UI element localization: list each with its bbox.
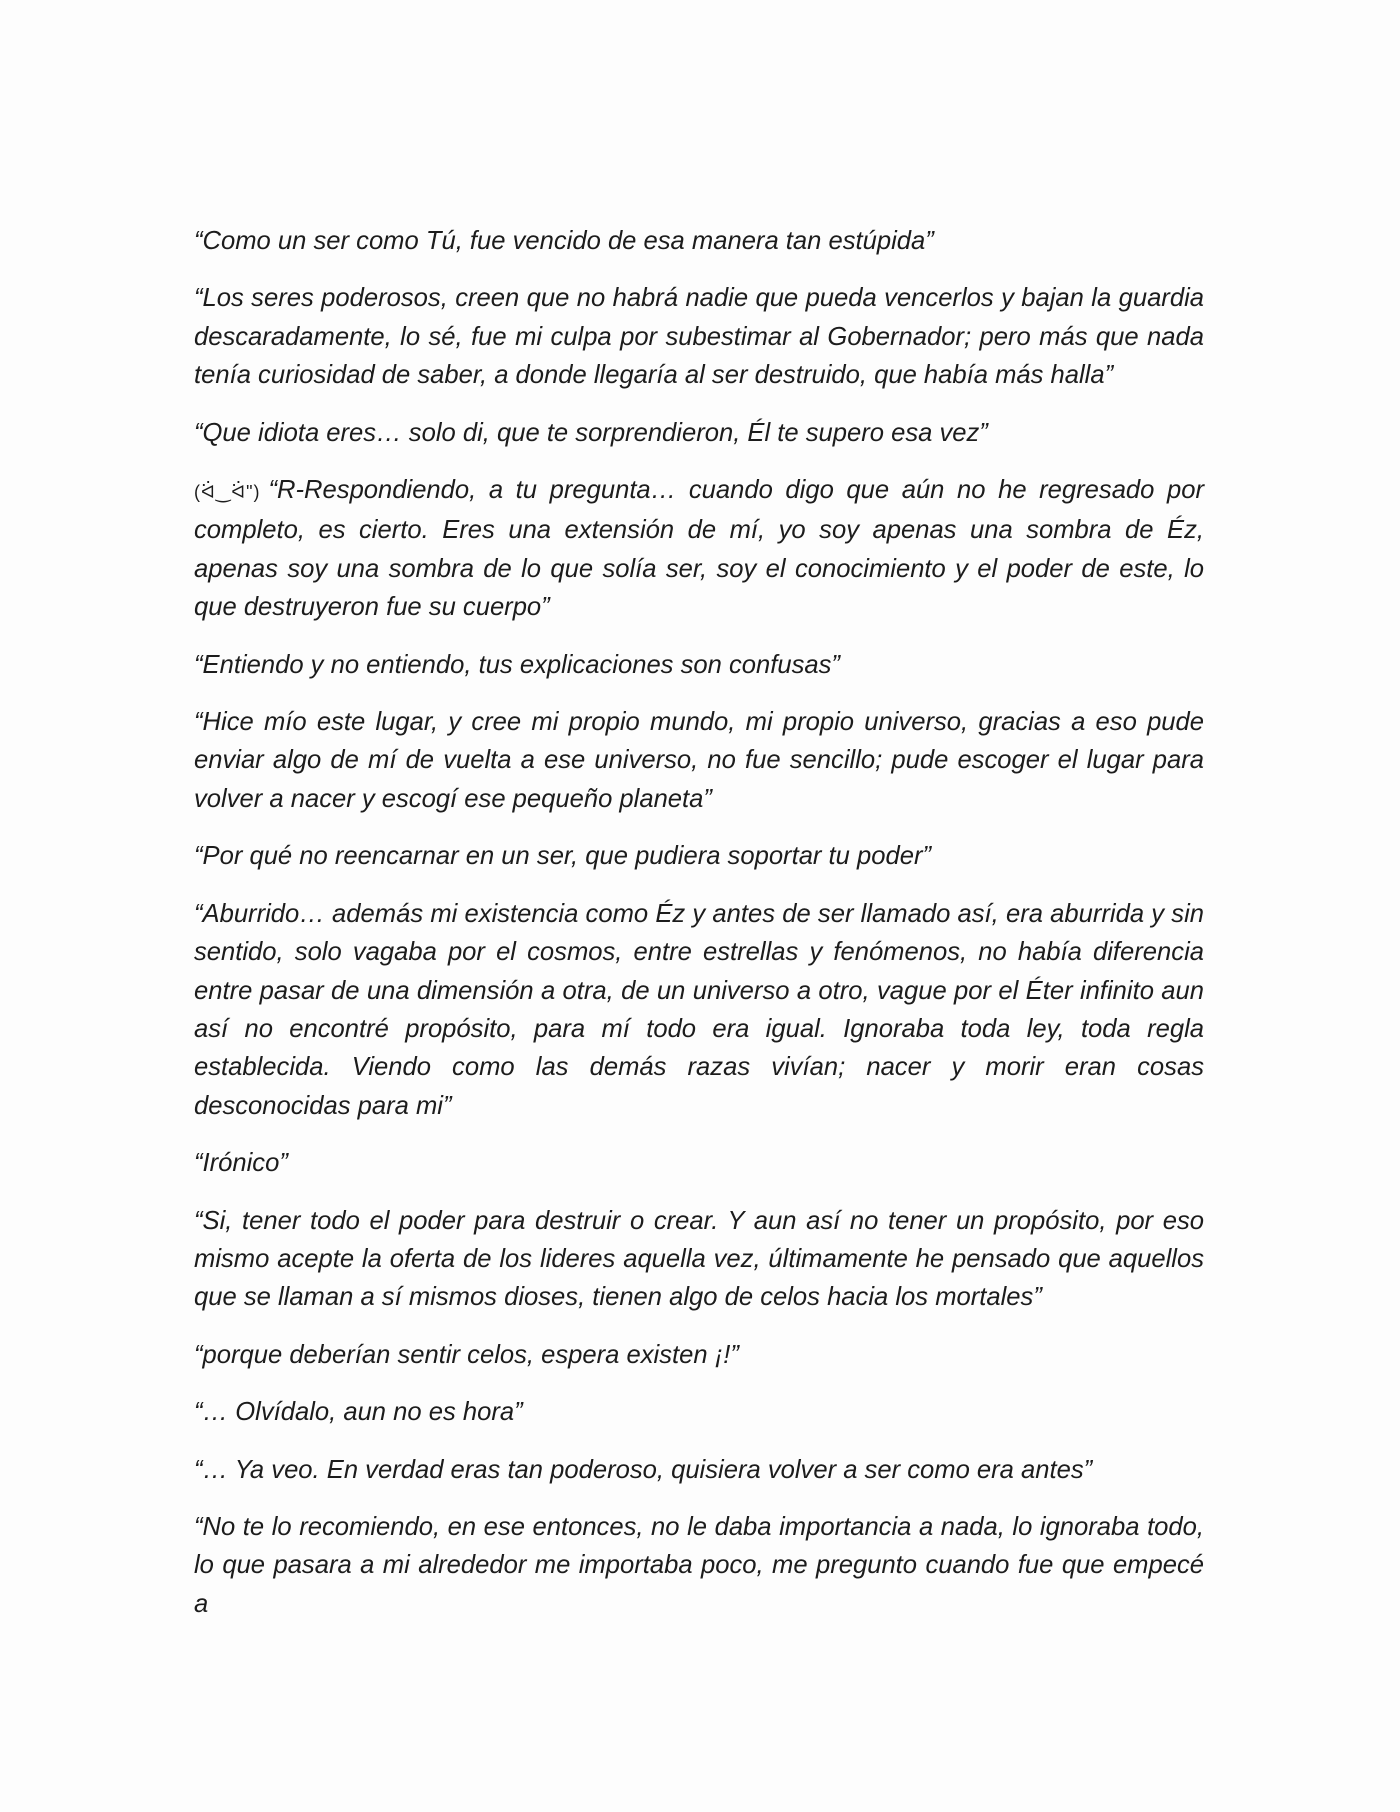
dialogue-paragraph-11: “porque deberían sentir celos, espera existen ¡!” xyxy=(194,1340,739,1369)
dialogue-paragraph-4 xyxy=(194,471,1204,627)
dialogue-paragraph-10: “Si, tener todo el poder para destruir o crear. Y aun así no tener un propósito, por eso mismo acepte la oferta de los lideres aquella vez, últimamente he pensado que aquellos que se llaman a sí mismos dioses, tienen algo de celos hacia los mortales” xyxy=(194,1206,1204,1312)
document-body xyxy=(194,222,1204,1623)
dialogue-paragraph-6: “Hice mío este lugar, y cree mi propio mundo, mi propio universo, gracias a eso pude enviar algo de mí de vuelta a ese universo, no fue sencillo; pude escoger el lugar para volver a nacer y escogí ese pequeño planeta” xyxy=(194,708,1204,813)
dialogue-paragraph-3: “Que idiota eres… solo di, que te sorprendieron, Él te supero esa vez” xyxy=(194,418,988,447)
dialogue-paragraph-7: “Por qué no reencarnar en un ser, que pudiera soportar tu poder” xyxy=(194,842,931,871)
dialogue-paragraph-2: “Los seres poderosos, creen que no habrá nadie que pueda vencerlos y bajan la guardia descaradamente, lo sé, fue mi culpa por subestimar al Gobernador; pero más que nada tenía curiosidad de saber, a donde llegaría al ser destruido, que había más halla” xyxy=(194,284,1204,390)
dialogue-paragraph-14: “No te lo recomiendo, en ese entonces, no le daba importancia a nada, lo ignoraba todo, lo que pasara a mi alrededor me importaba poco, me pregunto cuando fue que empecé a xyxy=(194,1512,1204,1618)
dialogue-paragraph-1: “Como un ser como Tú, fue vencido de esa manera tan estúpida” xyxy=(194,227,934,255)
dialogue-paragraph-9: “Irónico” xyxy=(194,1149,288,1178)
dialogue-paragraph-4-text: “R-Respondiendo, a tu pregunta… cuando digo que aún no he regresado por completo, es cierto. Eres una extensión de mí, yo soy apenas una sombra de Éz, apenas soy una sombra de lo que solía ser, soy el conocimiento y el poder de este, lo que destruyeron fue su cuerpo” xyxy=(194,476,1204,622)
dialogue-paragraph-12: “… Olvídalo, aun no es hora” xyxy=(194,1398,523,1427)
dialogue-paragraph-5: “Entiendo y no entiendo, tus explicaciones son confusas” xyxy=(194,650,840,679)
kaomoji-face: (ᐛ‿ᐛ") xyxy=(194,482,261,503)
dialogue-paragraph-13: “… Ya veo. En verdad eras tan poderoso, quisiera volver a ser como era antes” xyxy=(194,1455,1093,1484)
dialogue-paragraph-8: “Aburrido… además mi existencia como Éz y antes de ser llamado así, era aburrida y sin sentido, solo vagaba por el cosmos, entre estrellas y fenómenos, no había diferencia entre pasar de una dimensión a otra, de un universo a otro, vague por el Éter infinito aun así no encontré propósito, para mí todo era igual. Ignoraba toda ley, toda regla establecida. Viendo como las demás razas vivían; nacer y morir eran cosas desconocidas para mi” xyxy=(194,899,1204,1120)
